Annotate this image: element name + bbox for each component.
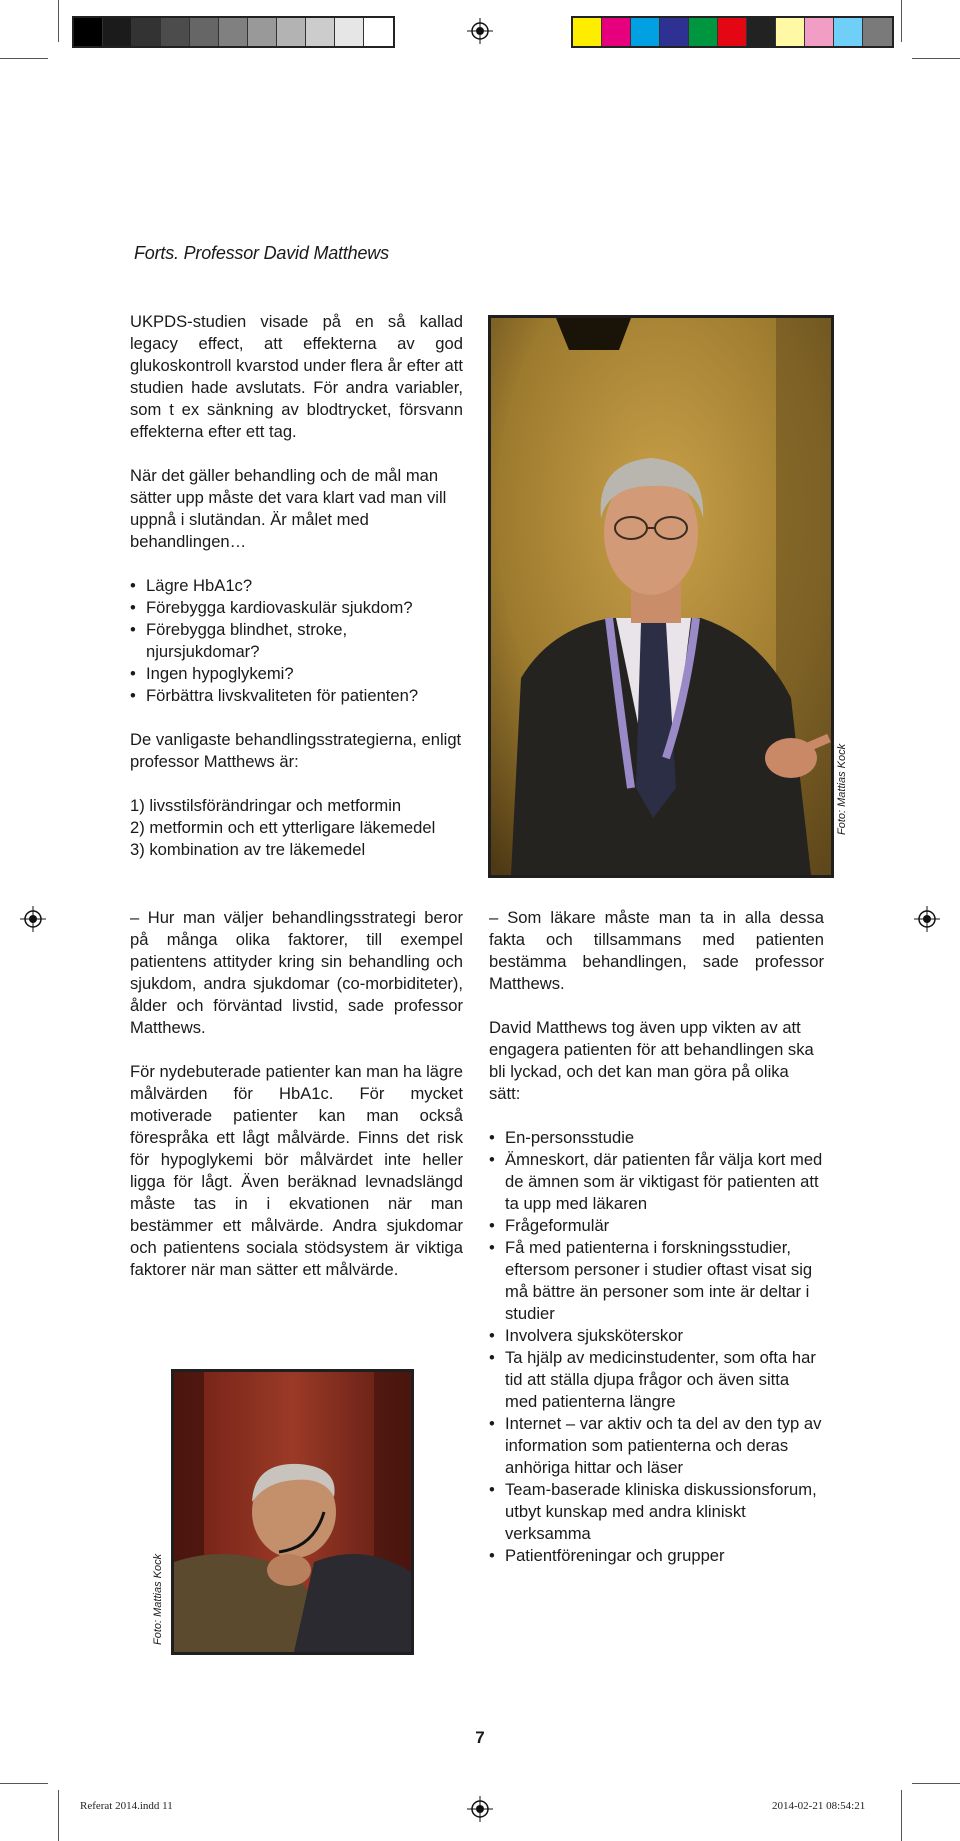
left-column-bottom (130, 907, 463, 1303)
color-swatch (103, 18, 132, 46)
color-swatch (132, 18, 161, 46)
color-swatch (631, 18, 660, 46)
list-item: • Ämneskort, där patienten får välja kort med de ämnen som är viktigast för patienten att ta upp med läkaren (489, 1149, 824, 1215)
crop-mark (912, 1783, 960, 1784)
color-swatch (776, 18, 805, 46)
color-swatch (74, 18, 103, 46)
color-swatch (573, 18, 602, 46)
paragraph: – Hur man väljer behandlingsstrategi beror på många olika faktorer, till exempel patientens attityder kring sin behandling och sjukdom, andra sjukdomar (co-morbiditeter), ålder och förväntad livstid, sade professor Matthews. (130, 908, 463, 1037)
registration-mark-icon (467, 1796, 493, 1822)
color-swatch (747, 18, 776, 46)
paragraph: David Matthews tog även upp vikten av att engagera patienten för att behandlingen ska bli lyckad, och det kan man göra på olika sätt: (489, 1018, 814, 1103)
speaker-photo-image (491, 318, 831, 875)
registration-mark-icon (467, 18, 493, 44)
list-item: • Internet – var aktiv och ta del av den typ av information som patienterna och deras anhöriga hittar och läser (489, 1413, 824, 1479)
color-swatch (602, 18, 631, 46)
registration-mark-icon (20, 906, 46, 932)
color-swatch (219, 18, 248, 46)
paragraph: När det gäller behandling och de mål man sätter upp måste det vara klart vad man vill uppnå i slutändan. Är målet med behandlingen… (130, 466, 447, 551)
article-heading: Forts. Professor David Matthews (134, 243, 389, 263)
photo-credit: Foto: Mattias Kock (152, 1553, 164, 1645)
list-item: • Ta hjälp av medicinstudenter, som ofta har tid att ställa djupa frågor och även sitta med patienterna längre (489, 1347, 824, 1413)
color-swatch (364, 18, 393, 46)
color-swatch (660, 18, 689, 46)
color-swatch (689, 18, 718, 46)
audience-photo-image (174, 1372, 411, 1652)
list-item: • Förebygga kardiovaskulär sjukdom? (130, 597, 463, 619)
crop-mark (901, 1790, 902, 1841)
list-item: • Ingen hypoglykemi? (130, 663, 463, 685)
strategy-list (130, 795, 463, 861)
crop-mark (58, 1790, 59, 1841)
list-item: • Team-baserade kliniska diskussionsforum, utbyt kunskap med andra kliniskt verksamma (489, 1479, 824, 1545)
crop-mark (0, 1783, 48, 1784)
right-column-bottom (489, 907, 824, 1589)
grayscale-bar (72, 16, 395, 48)
paragraph: För nydebuterade patienter kan man ha lägre målvärden för HbA1c. För mycket motiverade patienter kan man också förespråka ett lågt målvärde. Finns det risk för hypoglykemi bör målvärdet inte heller ligga för lågt. Även beräknad levnadslängd måste tas in i ekvationen när man bestämmer ett målvärde. Andra sjukdomar och patientens sociala stödsystem är viktiga faktorer när man sätter ett målvärde. (130, 1062, 464, 1279)
paragraph: UKPDS-studien visade på en så kallad legacy effect, att effekterna av god glukoskontroll kvarstod under flera år efter att studien hade avslutats. För andra variabler, som t ex sänkning av blodtrycket, försvann effekterna efter ett tag. (130, 312, 463, 441)
color-swatch (277, 18, 306, 46)
list-item: • Få med patienterna i forskningsstudier, eftersom personer i studier oftast visat sig må bättre än personer som inte är deltar i studier (489, 1237, 824, 1325)
crop-mark (912, 58, 960, 59)
color-swatch (161, 18, 190, 46)
color-swatch (863, 18, 892, 46)
crop-mark (58, 0, 59, 42)
list-item: • Patientföreningar och grupper (489, 1545, 824, 1567)
list-item: • Förbättra livskvaliteten för patienten? (130, 685, 463, 707)
timestamp-slug: 2014-02-21 08:54:21 (772, 1800, 866, 1812)
color-swatch (248, 18, 277, 46)
color-bar (571, 16, 894, 48)
color-swatch (718, 18, 747, 46)
list-item: 2) metformin och ett ytterligare läkemedel (130, 818, 436, 837)
paragraph: – Som läkare måste man ta in alla dessa fakta och tillsammans med patienten bestämma behandlingen, sade professor Matthews. (489, 908, 824, 993)
list-item: 3) kombination av tre läkemedel (130, 840, 366, 859)
color-swatch (306, 18, 335, 46)
color-swatch (805, 18, 834, 46)
goal-list (130, 575, 463, 707)
photo-credit: Foto: Mattias Kock (836, 743, 848, 835)
list-item: • Frågeformulär (489, 1215, 824, 1237)
registration-mark-icon (914, 906, 940, 932)
color-swatch (335, 18, 364, 46)
list-item: • Involvera sjuksköterskor (489, 1325, 824, 1347)
audience-photo (171, 1369, 414, 1655)
list-item: • En-personsstudie (489, 1127, 824, 1149)
file-slug: Referat 2014.indd 11 (80, 1800, 173, 1812)
left-column-top (130, 311, 463, 861)
list-item: 1) livsstilsförändringar och metformin (130, 796, 402, 815)
engagement-list (489, 1127, 824, 1567)
speaker-photo (488, 315, 834, 878)
list-item: • Förebygga blindhet, stroke, njursjukdomar? (130, 619, 463, 663)
crop-mark (901, 0, 902, 42)
color-swatch (834, 18, 863, 46)
page-number: 7 (475, 1728, 485, 1747)
list-item: • Lägre HbA1c? (130, 575, 463, 597)
crop-mark (0, 58, 48, 59)
paragraph: De vanligaste behandlingsstrategierna, enligt professor Matthews är: (130, 730, 462, 771)
color-swatch (190, 18, 219, 46)
